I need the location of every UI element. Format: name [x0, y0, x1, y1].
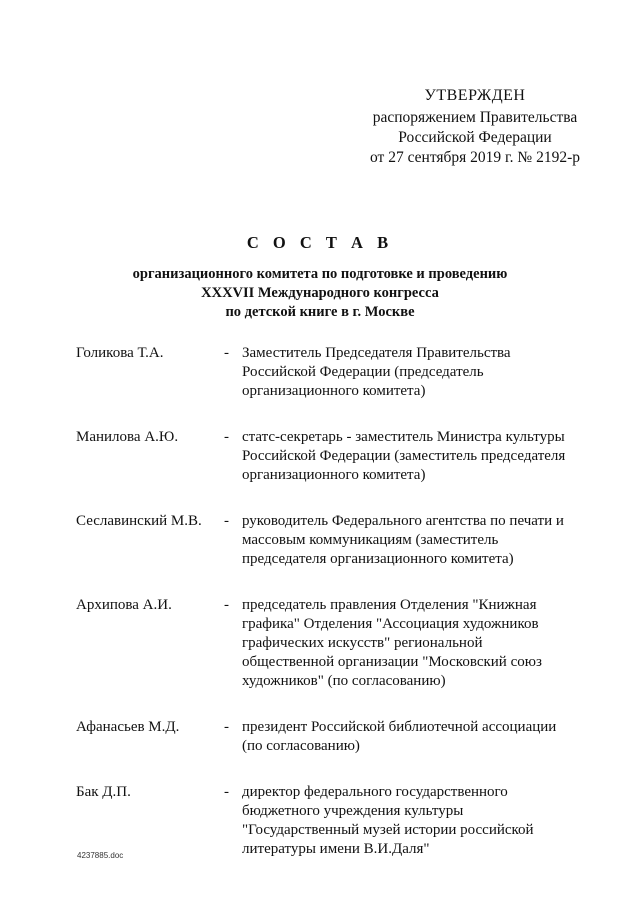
member-dash: - [224, 429, 229, 445]
member-row [76, 344, 576, 401]
title-main: С О С Т А В [246, 233, 394, 252]
member-dash: - [224, 513, 229, 529]
member-row [76, 428, 576, 485]
member-row [76, 783, 576, 859]
document-id-footer: 4237885.doc [77, 851, 124, 860]
approval-stamp [330, 86, 620, 168]
member-row [76, 512, 576, 569]
member-role: директор федерального государственного бюджетного учреждения культуры "Государственный музей истории российской литературы имени В.И.Даля" [242, 784, 534, 857]
member-role: руководитель Федерального агентства по печати и массовым коммуникациям (заместитель председателя организационного комитета) [242, 513, 564, 567]
member-role: статс-секретарь - заместитель Министра культуры Российской Федерации (заместитель председателя организационного комитета) [242, 429, 566, 483]
member-name: Манилова А.Ю. [76, 429, 179, 445]
title-line-2: XXXVII Международного конгресса [201, 285, 439, 301]
title-line-3: по детской книге в г. Москве [225, 304, 415, 320]
member-row [76, 596, 576, 691]
approval-line-government: Российской Федерации [398, 129, 552, 146]
approval-line-order: распоряжением Правительства [372, 109, 578, 126]
member-dash: - [224, 597, 229, 613]
approved-heading: УТВЕРЖДЕН [424, 87, 526, 104]
member-name: Бак Д.П. [76, 784, 131, 800]
member-dash: - [224, 719, 229, 735]
member-row [76, 718, 576, 756]
member-dash: - [224, 784, 229, 800]
member-name: Афанасьев М.Д. [76, 719, 180, 735]
member-role: председатель правления Отделения "Книжная графика" Отделения "Ассоциация художников графических искусств" региональной общественной организации "Московский союз художников" (по согласованию) [242, 597, 542, 689]
member-role: Заместитель Председателя Правительства Российской Федерации (председатель организационного комитета) [242, 345, 511, 399]
approval-line-date: от 27 сентября 2019 г. № 2192-р [370, 149, 580, 166]
member-name: Голикова Т.А. [76, 345, 164, 361]
member-name: Архипова А.И. [76, 597, 172, 613]
member-role: президент Российской библиотечной ассоциации (по согласованию) [242, 719, 557, 754]
document-title [60, 233, 580, 322]
member-list [76, 344, 576, 859]
member-name: Сеславинский М.В. [76, 513, 202, 529]
member-dash: - [224, 345, 229, 361]
title-line-1: организационного комитета по подготовке и проведению [132, 266, 508, 282]
